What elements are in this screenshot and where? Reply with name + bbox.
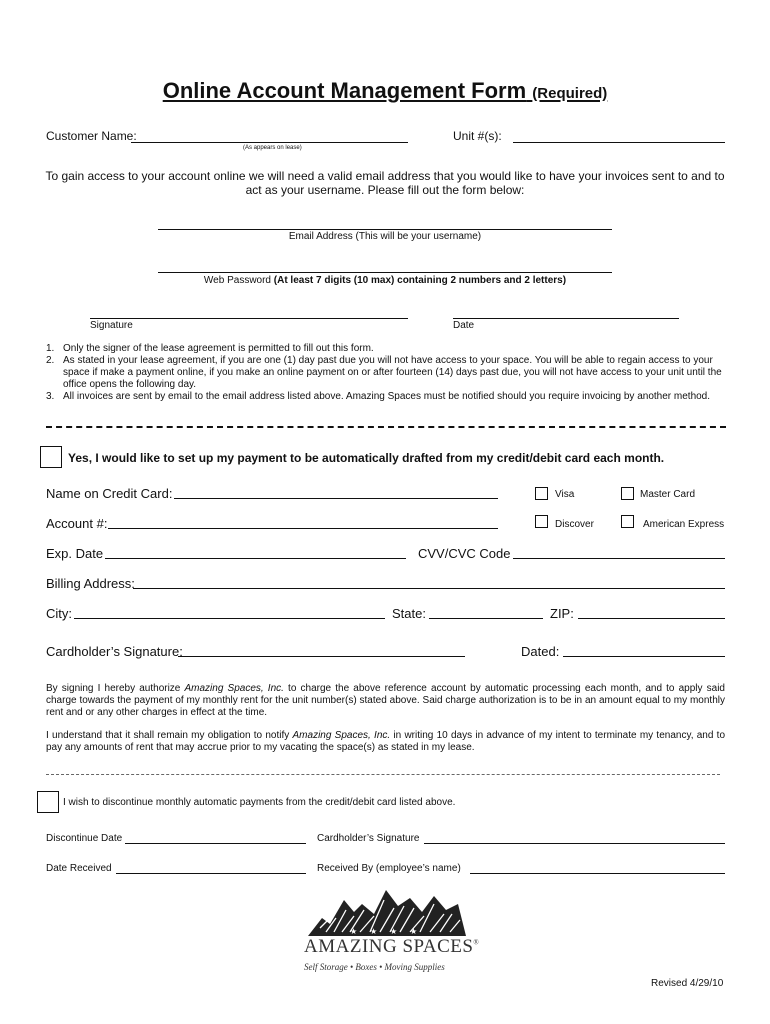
obligation-company: Amazing Spaces, Inc. [292, 730, 391, 741]
note-item [46, 343, 726, 355]
svg-text:★: ★ [390, 927, 398, 936]
date-received-field[interactable] [116, 873, 306, 874]
svg-text:★: ★ [410, 927, 418, 936]
signature-label: Signature [90, 320, 133, 331]
email-label: Email Address (This will be your username) [288, 231, 482, 242]
billing-address-field[interactable] [133, 588, 725, 589]
customer-name-note: (As appears on lease) [243, 145, 302, 151]
autopay-checkbox[interactable] [40, 446, 62, 468]
account-number-field[interactable] [108, 528, 498, 529]
discover-label: Discover [555, 519, 594, 530]
note-text: Only the signer of the lease agreement is permitted to fill out this form. [63, 343, 374, 354]
authorization-paragraph [46, 683, 725, 719]
dated-field[interactable] [563, 656, 725, 657]
title-required: (Required) [532, 85, 608, 102]
note-number: 1. [46, 343, 55, 354]
amex-label: American Express [643, 519, 725, 530]
billing-address-label: Billing Address: [46, 576, 135, 591]
autopay-heading: Yes, I would like to set up my payment to be automatically drafted from my credit/debit card each month. [68, 451, 665, 465]
unit-field[interactable] [513, 142, 725, 143]
web-password-requirements: (At least 7 digits (10 max) containing 2 numbers and 2 letters) [273, 275, 567, 286]
section-divider-thin [46, 774, 720, 775]
section-divider [46, 426, 726, 428]
customer-name-label: Customer Name: [46, 129, 137, 143]
obligation-paragraph [46, 730, 725, 754]
city-field[interactable] [74, 618, 385, 619]
customer-name-field[interactable] [131, 142, 408, 143]
note-item [46, 391, 726, 403]
discontinue-signature-field[interactable] [424, 843, 725, 844]
discover-checkbox[interactable] [535, 515, 548, 528]
discontinue-date-label: Discontinue Date [46, 833, 123, 844]
exp-date-label: Exp. Date [46, 546, 104, 561]
discontinue-date-field[interactable] [125, 843, 306, 844]
auth-text: to charge the above reference account by automatic processing each month, and to apply said charge towards the payment of my monthly rent for the unit number(s) stated above. Said charge authorization is to be in an amount equal to my monthly rent and or any other charges in effect at the time. [46, 683, 725, 718]
cvv-field[interactable] [513, 558, 725, 559]
auth-company: Amazing Spaces, Inc. [184, 683, 284, 694]
logo-tagline: Self Storage • Boxes • Moving Supplies [304, 962, 445, 972]
dated-label: Dated: [521, 644, 560, 659]
card-name-field[interactable] [174, 498, 498, 499]
note-item [46, 355, 726, 391]
state-field[interactable] [429, 618, 543, 619]
received-by-label: Received By (employee’s name) [317, 863, 461, 874]
cvv-label: CVV/CVC Code [418, 546, 511, 561]
amazing-spaces-logo [300, 886, 480, 978]
account-number-label: Account #: [46, 516, 108, 531]
cardholder-signature-label: Cardholder’s Signature: [46, 644, 183, 659]
auth-text: By signing I hereby authorize [46, 683, 185, 694]
page-title [0, 78, 770, 104]
web-password-label-text: Web Password [203, 275, 274, 286]
email-field[interactable] [158, 229, 612, 230]
date-label: Date [453, 320, 475, 331]
obligation-text: I understand that it shall remain my obligation to notify [46, 730, 293, 741]
note-text: All invoices are sent by email to the email address listed above. Amazing Spaces must be notified should you require invoicing by another method. [63, 391, 711, 402]
discontinue-checkbox[interactable] [37, 791, 59, 813]
mountain-logo-icon [300, 886, 472, 938]
note-text: As stated in your lease agreement, if you are one (1) day past due you will not have access to your space. You will be able to regain access to your space if make a payment online, if you make an online payment on or after fourteen (14) days past due, you will not have access to your unit until the office opens the following day. [63, 355, 722, 390]
svg-text:★: ★ [370, 927, 378, 936]
revised-date: Revised 4/29/10 [651, 978, 724, 989]
amex-checkbox[interactable] [621, 515, 634, 528]
signature-field[interactable] [90, 318, 408, 319]
cardholder-signature-field[interactable] [178, 656, 465, 657]
logo-name-text: AMAZING SPACES [304, 936, 474, 957]
web-password-field[interactable] [158, 272, 612, 273]
web-password-label [158, 275, 612, 286]
visa-label: Visa [555, 489, 575, 500]
zip-label: ZIP: [550, 606, 574, 621]
zip-field[interactable] [578, 618, 725, 619]
date-received-label: Date Received [46, 863, 112, 874]
logo-registered-mark: ® [473, 938, 480, 947]
date-field[interactable] [453, 318, 679, 319]
visa-checkbox[interactable] [535, 487, 548, 500]
note-number: 2. [46, 355, 55, 366]
svg-text:★: ★ [350, 927, 358, 936]
notes-list [46, 343, 726, 403]
mastercard-checkbox[interactable] [621, 487, 634, 500]
logo-name [304, 936, 479, 958]
obligation-text: in writing 10 days in advance of my intent to terminate my tenancy, and to pay any amounts of rent that may accrue prior to my vacating the space(s) as stated in my lease. [46, 730, 726, 753]
intro-text: To gain access to your account online we will need a valid email address that you would like to have your invoices sent to and to act as your username. Please fill out the form below: [45, 169, 725, 197]
mastercard-label: Master Card [640, 489, 696, 500]
city-label: City: [46, 606, 72, 621]
discontinue-label: I wish to discontinue monthly automatic payments from the credit/debit card listed above. [63, 797, 456, 808]
unit-label: Unit #(s): [453, 129, 502, 143]
title-main: Online Account Management Form [162, 78, 527, 103]
discontinue-signature-label: Cardholder’s Signature [317, 833, 420, 844]
card-name-label: Name on Credit Card: [46, 486, 173, 501]
state-label: State: [392, 606, 426, 621]
exp-date-field[interactable] [105, 558, 406, 559]
note-number: 3. [46, 391, 55, 402]
received-by-field[interactable] [470, 873, 725, 874]
